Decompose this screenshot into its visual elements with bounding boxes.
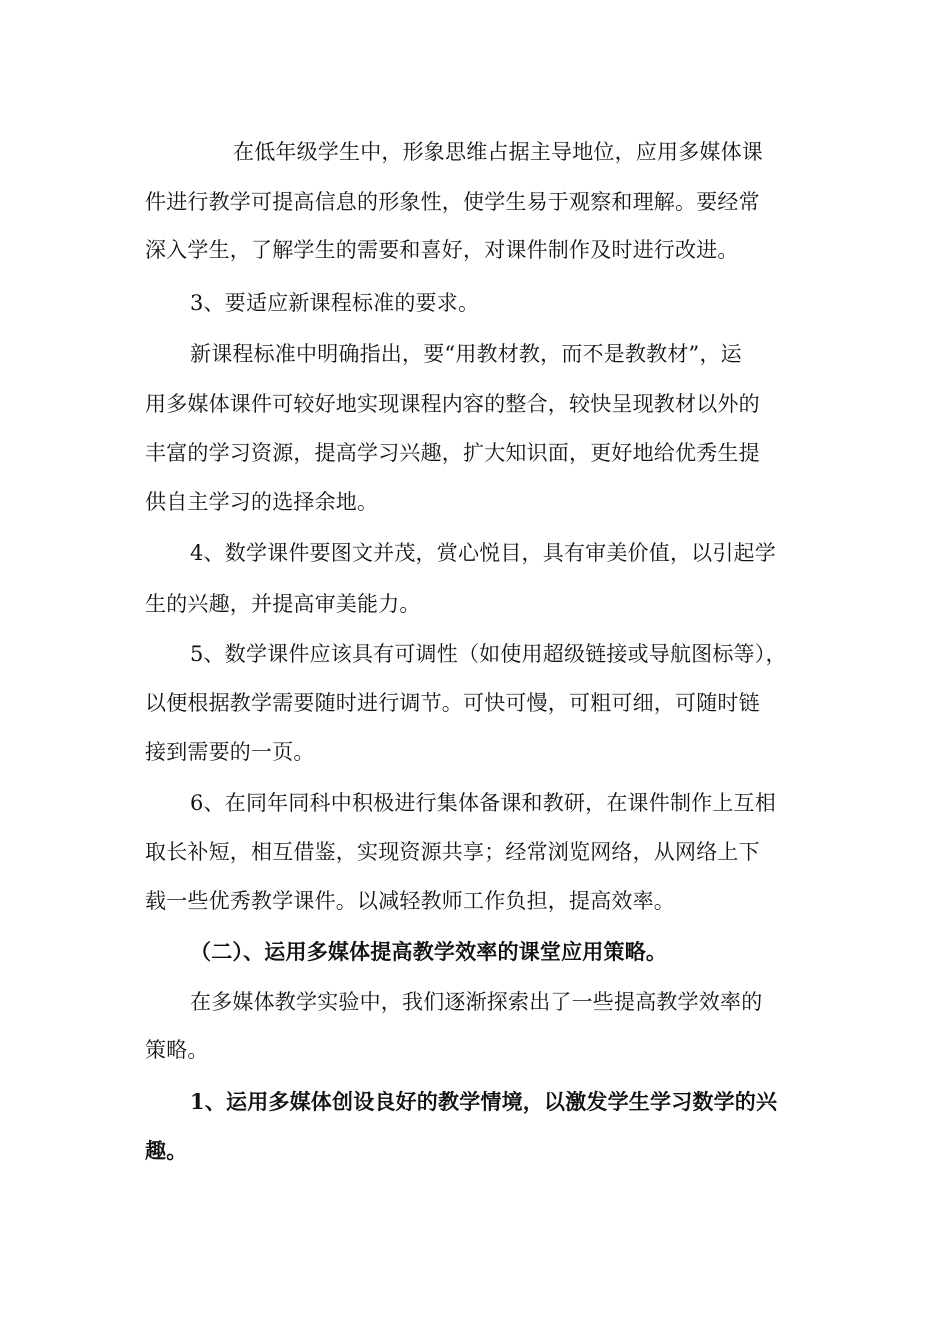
- paragraph-line: 在多媒体教学实验中，我们逐渐探索出了一些提高教学效率的: [190, 990, 763, 1014]
- paragraph-line: 取长补短，相互借鉴，实现资源共享；经常浏览网络，从网络上下: [145, 840, 760, 864]
- list-item-heading: 3、要适应新课程标准的要求。: [190, 291, 480, 315]
- paragraph-line: 6、在同年同科中积极进行集体备课和教研，在课件制作上互相: [190, 791, 776, 815]
- paragraph-line: 供自主学习的选择余地。: [145, 490, 379, 514]
- paragraph-line: 载一些优秀教学课件。以减轻教师工作负担，提高效率。: [145, 889, 675, 913]
- paragraph-line: 件进行教学可提高信息的形象性，使学生易于观察和理解。要经常: [145, 190, 760, 214]
- subsection-heading: 1、运用多媒体创设良好的教学情境，以激发学生学习数学的兴: [190, 1089, 778, 1114]
- paragraph-line: 策略。: [145, 1038, 209, 1062]
- paragraph-line: 5、数学课件应该具有可调性（如使用超级链接或导航图标等），: [190, 642, 787, 666]
- section-heading: （二）、运用多媒体提高教学效率的课堂应用策略。: [190, 939, 668, 964]
- paragraph-line: 生的兴趣，并提高审美能力。: [145, 592, 421, 616]
- paragraph-line: 用多媒体课件可较好地实现课程内容的整合，较快呈现教材以外的: [145, 392, 760, 416]
- paragraph-line: 在低年级学生中，形象思维占据主导地位，应用多媒体课: [233, 140, 763, 164]
- paragraph-line: 4、数学课件要图文并茂，赏心悦目，具有审美价值，以引起学: [190, 541, 776, 565]
- paragraph-line: 深入学生，了解学生的需要和喜好，对课件制作及时进行改进。: [145, 238, 739, 262]
- subsection-heading: 趣。: [145, 1138, 188, 1163]
- paragraph-line: 丰富的学习资源，提高学习兴趣，扩大知识面，更好地给优秀生提: [145, 441, 760, 465]
- paragraph-line: 以便根据教学需要随时进行调节。可快可慢，可粗可细，可随时链: [145, 691, 760, 715]
- paragraph-line: 新课程标准中明确指出，要“用教材教，而不是教教材”，运: [190, 342, 742, 366]
- paragraph-line: 接到需要的一页。: [145, 740, 315, 764]
